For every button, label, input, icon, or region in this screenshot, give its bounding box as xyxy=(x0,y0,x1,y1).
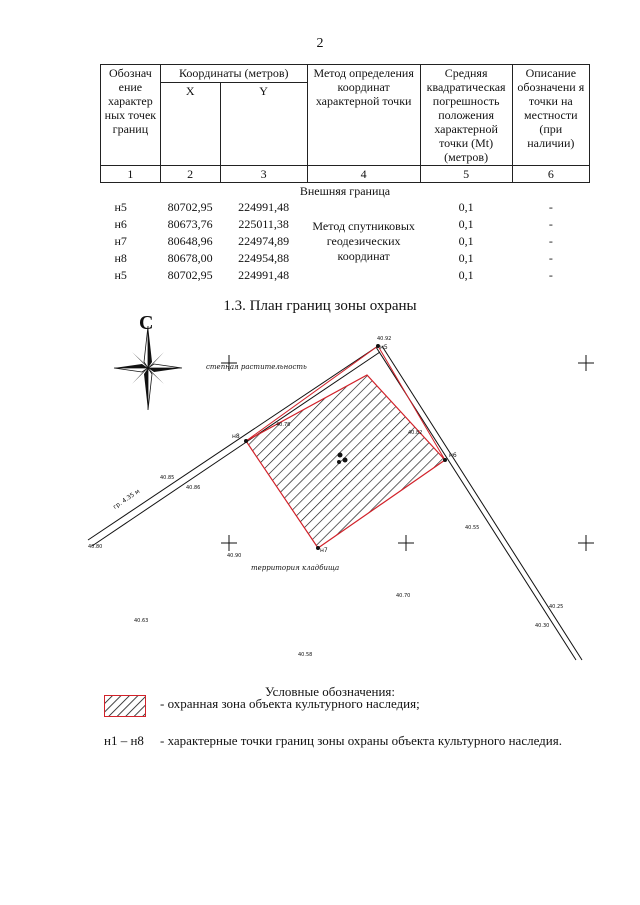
point-id: н5 xyxy=(114,268,127,282)
x-value: 80702,95 xyxy=(167,200,213,214)
header-error: Средняя квадратическая погрешность положения характерной точки (Mt) (метров) xyxy=(420,65,512,166)
point-id: н6 xyxy=(114,217,127,231)
legend-hatch-text: - охранная зона объекта культурного наследия; xyxy=(160,696,420,711)
north-label: С xyxy=(139,312,154,334)
error-value: 0,1 xyxy=(458,251,474,265)
section-title: 1.3. План границ зоны охраны xyxy=(223,298,417,314)
elevation-label: 40.63 xyxy=(134,618,149,624)
road-label: гр. 4.35 м xyxy=(112,487,142,511)
point-label: н6 xyxy=(449,452,457,459)
legend-hatch-swatch xyxy=(104,695,146,717)
elevation-label: 40.25 xyxy=(549,604,564,610)
outer-border-label: Внешняя граница xyxy=(299,184,391,198)
desc-value: - xyxy=(548,251,553,265)
col-number: 2 xyxy=(160,166,220,183)
elevation-label: 40.92 xyxy=(377,336,392,342)
elevation-label: 40.58 xyxy=(298,652,313,658)
col-number: 6 xyxy=(512,166,589,183)
point-id: н7 xyxy=(114,234,127,248)
col-number: 3 xyxy=(220,166,307,183)
legend-point-ids: н1 – н8 xyxy=(104,733,144,748)
elevation-label: 40.82 xyxy=(408,430,423,436)
header-coordinates: Координаты (метров) xyxy=(160,65,307,83)
col-number: 4 xyxy=(307,166,420,183)
point-label: н5 xyxy=(380,344,388,351)
y-value: 224991,48 xyxy=(238,200,290,214)
x-value: 80702,95 xyxy=(167,268,213,282)
y-value: 224954,88 xyxy=(238,251,290,265)
point-id: н5 xyxy=(114,200,127,214)
elevation-label: 40.80 xyxy=(88,544,103,550)
elevation-label: 40.90 xyxy=(227,553,242,559)
point-id: н8 xyxy=(114,251,127,265)
x-value: 80648,96 xyxy=(167,234,213,248)
header-method: Метод определения координат характерной точки xyxy=(307,65,420,166)
page-number: 2 xyxy=(316,36,324,51)
point-label: н8 xyxy=(232,433,240,440)
desc-value: - xyxy=(548,217,553,231)
area-label: степная растительность xyxy=(206,363,307,371)
elevation-label: 40.85 xyxy=(160,475,175,481)
y-value: 224991,48 xyxy=(238,268,290,282)
header-x: X xyxy=(160,83,220,166)
y-value: 224974,89 xyxy=(238,234,290,248)
error-value: 0,1 xyxy=(458,217,474,231)
desc-value: - xyxy=(548,268,553,282)
legend-points-text: - характерные точки границ зоны охраны объекта культурного наследия. xyxy=(160,733,562,748)
error-value: 0,1 xyxy=(458,200,474,214)
elevation-label: 40.70 xyxy=(396,593,411,599)
x-value: 80678,00 xyxy=(167,251,213,265)
x-value: 80673,76 xyxy=(167,217,213,231)
desc-value: - xyxy=(548,234,553,248)
col-number: 1 xyxy=(101,166,161,183)
elevation-label: 40.30 xyxy=(535,623,550,629)
legend-title: Условные обозначения: xyxy=(264,684,396,699)
compass-rose-icon xyxy=(114,326,182,410)
header-description: Описание обозначени я точки на местности (при наличии) xyxy=(512,65,589,166)
area-label: территория кладбища xyxy=(251,564,340,572)
error-value: 0,1 xyxy=(458,234,474,248)
method-value: Метод спутниковых геодезических координат xyxy=(312,219,415,263)
header-y: Y xyxy=(220,83,307,166)
elevation-label: 40.78 xyxy=(276,422,291,428)
point-label: н7 xyxy=(320,547,328,554)
header-point-designation: Обознач ение характер ных точек границ xyxy=(101,65,161,166)
desc-value: - xyxy=(548,200,553,214)
error-value: 0,1 xyxy=(458,268,474,282)
col-number: 5 xyxy=(420,166,512,183)
elevation-label: 40.86 xyxy=(186,485,201,491)
y-value: 225011,38 xyxy=(238,217,289,231)
elevation-label: 40.55 xyxy=(465,525,480,531)
